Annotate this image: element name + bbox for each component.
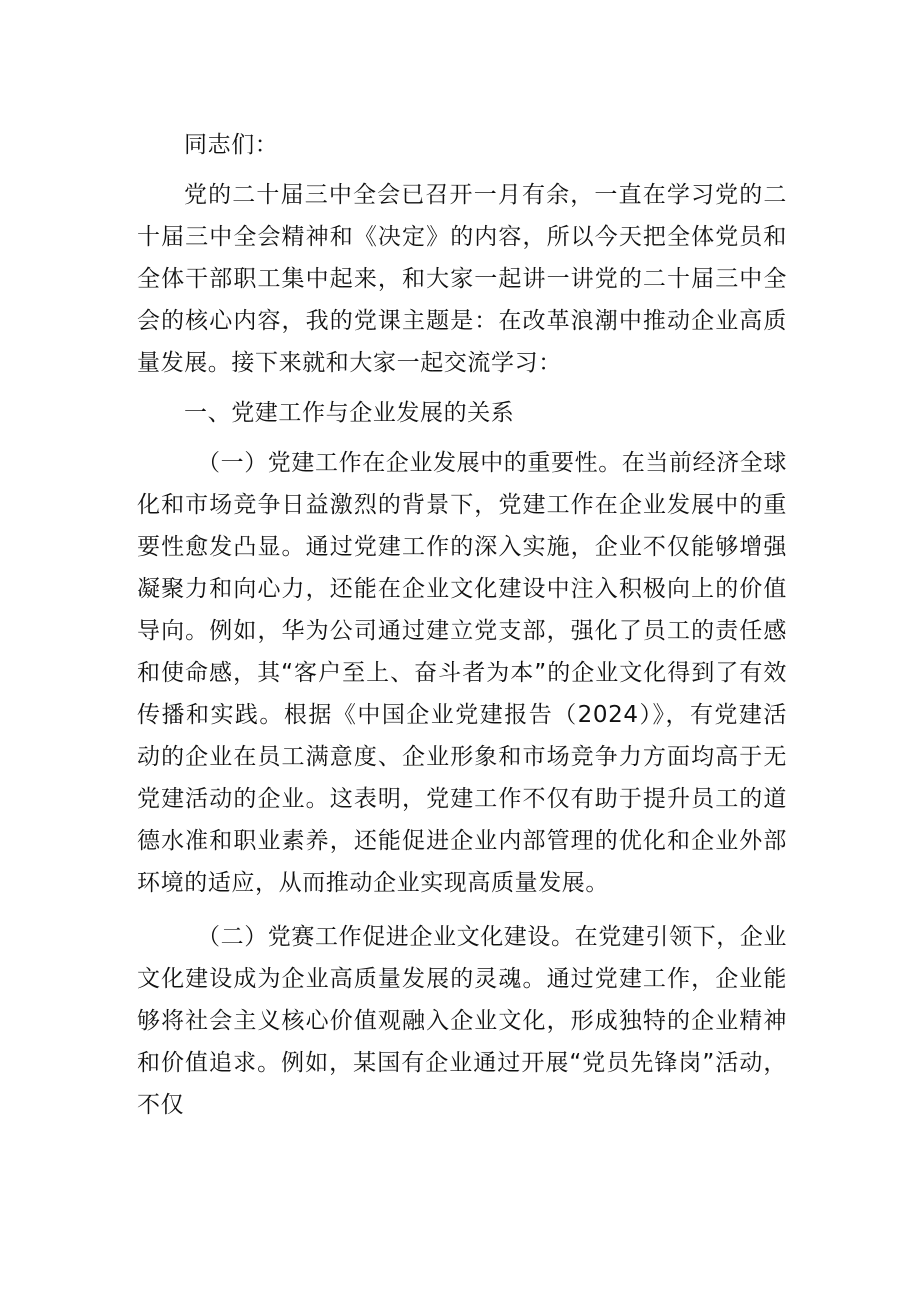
section-heading: 一、党建工作与企业发展的关系 bbox=[184, 400, 515, 426]
document-body bbox=[137, 124, 787, 1126]
subsection-1-paragraph: （一）党建工作在企业发展中的重要性。在当前经济全球化和市场竞争日益激烈的背景下，党建工作在企业发展中的重要性愈发凸显。通过党建工作的深入实施，企业不仅能够增强凝聚力和向心力，还能在企业文化建设中注入积极向上的价值导向。例如，华为公司通过建立党支部，强化了员工的责任感和使命感，其“客户至上、奋斗者为本”的企业文化得到了有效传播和实践。根据《中国企业党建报告（2024）》，有党建活动的企业在员工满意度、企业形象和市场竞争力方面均高于无党建活动的企业。这表明，党建工作不仅有助于提升员工的道德水准和职业素养，还能促进企业内部管理的优化和企业外部环境的适应，从而推动企业实现高质量发展。 bbox=[137, 450, 787, 896]
subsection-2-paragraph: （二）党赛工作促进企业文化建设。在党建引领下，企业文化建设成为企业高质量发展的灵魂。通过党建工作，企业能够将社会主义核心价值观融入企业文化，形成独特的企业精神和价值追求。例如，某国有企业通过开展“党员先锋岗”活动，不仅 bbox=[137, 924, 787, 1118]
salutation: 同志们： bbox=[184, 132, 279, 158]
intro-paragraph: 党的二十届三中全会已召开一月有余，一直在学习党的二十届三中全会精神和《决定》的内容，所以今天把全体党员和全体干部职工集中起来，和大家一起讲一讲党的二十届三中全会的核心内容，我的党课主题是：在改革浪潮中推动企业高质量发展。接下来就和大家一起交流学习： bbox=[137, 182, 787, 376]
